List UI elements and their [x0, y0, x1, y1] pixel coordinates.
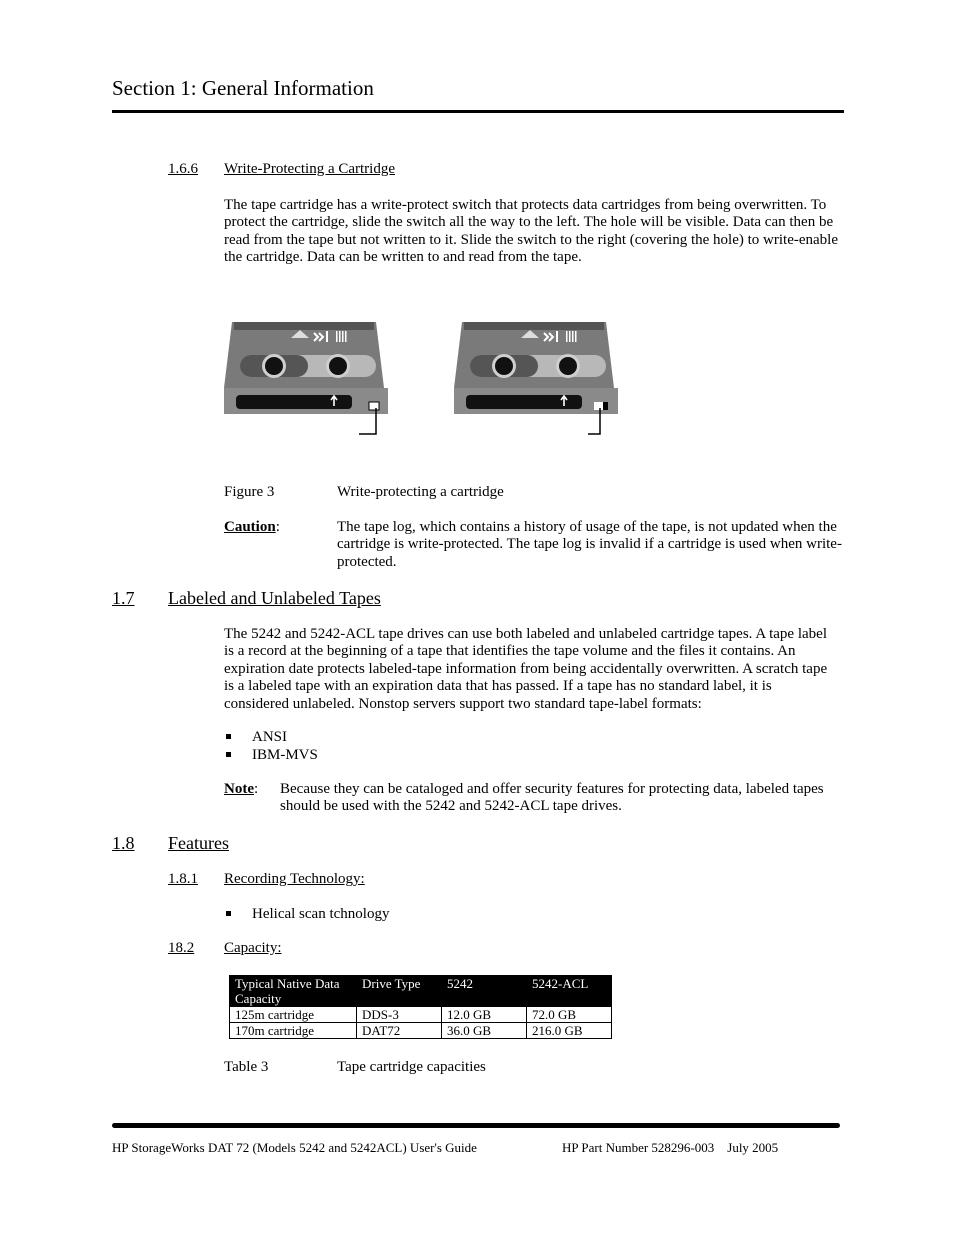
- table-label: Table 3: [224, 1059, 269, 1075]
- recording-technology-list: [224, 905, 389, 923]
- footer-part-number: HP Part Number 528296-003 July 2005: [562, 1140, 779, 1155]
- subsection-title: Recording Technology:: [224, 871, 365, 887]
- caution-label: Caution: [224, 519, 276, 535]
- table-cell: 170m cartridge: [230, 1023, 357, 1039]
- section-title: Section 1: General Information: [112, 76, 374, 100]
- section-heading-title: Features: [168, 833, 229, 853]
- subsection-heading-1-8-1: [168, 871, 365, 888]
- list-item: IBM-MVS: [224, 746, 318, 764]
- section-heading-1-7: [112, 588, 381, 609]
- header-rule: [112, 110, 844, 113]
- subsection-number: 18.2: [168, 940, 195, 956]
- subsection-number: 1.8.1: [168, 871, 198, 887]
- section-number: 1.7: [112, 588, 135, 608]
- table-header-row: [230, 976, 612, 1007]
- subsection-title: Write-Protecting a Cartridge: [224, 161, 395, 177]
- table-cell: 36.0 GB: [442, 1023, 527, 1039]
- list-item: ANSI: [224, 728, 318, 746]
- subsection-heading-18-2: [168, 940, 281, 957]
- table-row: [230, 1023, 612, 1039]
- column-header: 5242-ACL: [527, 976, 612, 1007]
- table-cell: 72.0 GB: [527, 1007, 612, 1023]
- note-label-wrap: Note:: [224, 781, 259, 797]
- column-header: Drive Type: [357, 976, 442, 1007]
- bullet-icon: [226, 752, 231, 757]
- table-caption-text: Tape cartridge capacities: [337, 1059, 486, 1075]
- tape-cartridge-icon: [224, 318, 624, 442]
- note-text: Because they can be cataloged and offer security features for protecting data, labeled tapes should be used with the 5242 and 5242-ACL tape drives.: [280, 781, 824, 815]
- figure-label: Figure 3: [224, 484, 275, 500]
- table-caption: [224, 1059, 486, 1076]
- capacity-table: [229, 975, 612, 1039]
- section-number: 1.8: [112, 833, 135, 853]
- column-header: Typical Native Data Capacity: [230, 976, 357, 1007]
- write-protect-figure: [224, 318, 624, 442]
- table-cell: DAT72: [357, 1023, 442, 1039]
- bullet-icon: [226, 911, 231, 916]
- labeled-tapes-paragraph: The 5242 and 5242-ACL tape drives can use both labeled and unlabeled cartridge tapes. A tape label is a record at the beginning of a tape that identifies the tape volume and the files it contains. An expiration date protects labeled-tape information from being accidentally overwritten. A scratch tape is a labeled tape with an expiration data that has passed. If a tape has no standard label, it is considered unlabeled. Nonstop servers support two standard tape-label formats:: [224, 626, 828, 712]
- table-cell: 125m cartridge: [230, 1007, 357, 1023]
- bullet-icon: [226, 734, 231, 739]
- footer-rule: [112, 1123, 840, 1128]
- table-cell: DDS-3: [357, 1007, 442, 1023]
- footer-guide-title: HP StorageWorks DAT 72 (Models 5242 and 5242ACL) User's Guide: [112, 1140, 477, 1155]
- section-heading-1-8: [112, 833, 229, 854]
- figure-caption-text: Write-protecting a cartridge: [337, 484, 504, 500]
- caution-text: The tape log, which contains a history of usage of the tape, is not updated when the cartridge is write-protected. The tape log is invalid if a cartridge is used when write-protected.: [337, 519, 842, 570]
- table-row: [230, 1007, 612, 1023]
- subsection-title: Capacity:: [224, 940, 282, 956]
- subsection-number: 1.6.6: [168, 161, 198, 177]
- caution-label-wrap: Caution:: [224, 519, 280, 535]
- note-label: Note: [224, 781, 254, 797]
- figure-caption: [224, 484, 504, 501]
- table-cell: 12.0 GB: [442, 1007, 527, 1023]
- tape-label-formats-list: [224, 728, 318, 764]
- write-protect-paragraph: The tape cartridge has a write-protect switch that protects data cartridges from being overwritten. To protect the cartridge, slide the switch all the way to the left. The hole will be visible. Data can then be read from the tape but not written to it. Slide the switch to the right (covering the hole) to write-enable the cartridge. Data can be written to and read from the tape.: [224, 197, 838, 266]
- column-header: 5242: [442, 976, 527, 1007]
- section-heading-title: Labeled and Unlabeled Tapes: [168, 588, 381, 608]
- capacity-table-wrap: [229, 975, 612, 1039]
- table-cell: 216.0 GB: [527, 1023, 612, 1039]
- subsection-heading-1-6-6: [168, 161, 395, 178]
- list-item: Helical scan tchnology: [224, 905, 389, 923]
